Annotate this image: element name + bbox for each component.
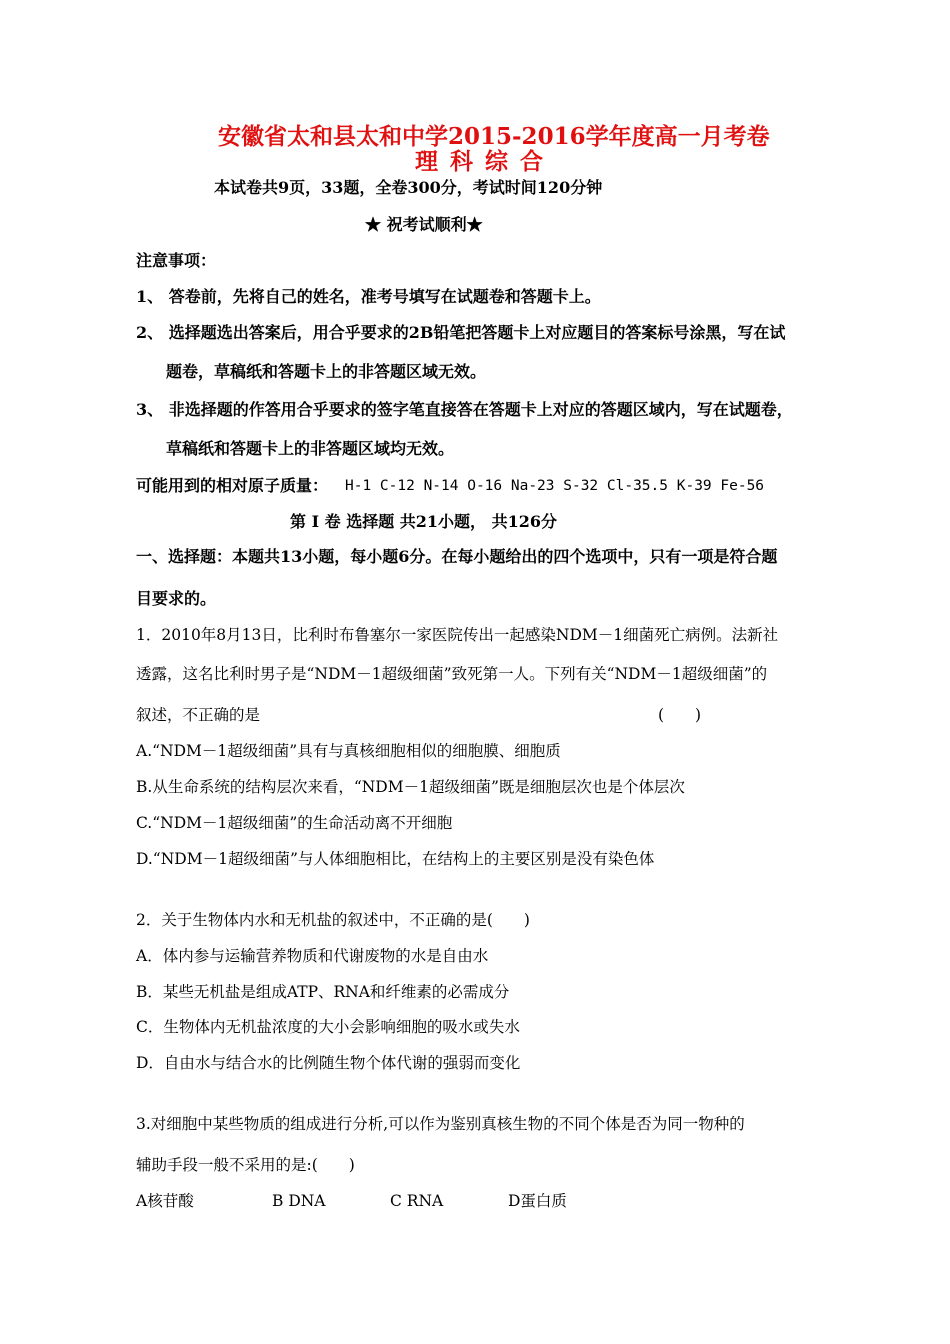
q2-option-b: B．某些无机盐是组成ATP、RNA和纤维素的必需成分 bbox=[136, 983, 510, 1001]
q3-option-a: A核苷酸 bbox=[136, 1192, 194, 1210]
q2-option-a: A．体内参与运输营养物质和代谢废物的水是自由水 bbox=[136, 947, 489, 965]
q1-option-a: A.“NDM－1超级细菌”具有与真核细胞相似的细胞膜、细胞质 bbox=[136, 742, 561, 760]
blessing: ★ 祝考试顺利★ bbox=[365, 215, 483, 234]
notice-item-3-cont: 草稿纸和答题卡上的非答题区域均无效。 bbox=[166, 439, 455, 458]
q3-option-d: D蛋白质 bbox=[508, 1192, 567, 1210]
notice-item-2-cont: 题卷，草稿纸和答题卡上的非答题区域无效。 bbox=[166, 362, 487, 381]
notice-item-3: 3、 非选择题的作答用合乎要求的签字笔直接答在答题卡上对应的答题区域内，写在试题卷， bbox=[136, 400, 793, 419]
q3-stem-line1: 3.对细胞中某些物质的组成进行分析,可以作为鉴别真核生物的不同个体是否为同一物种的 bbox=[136, 1115, 745, 1133]
exam-info: 本试卷共9页，33题，全卷300分，考试时间120分钟 bbox=[214, 178, 603, 197]
notice-heading: 注意事项： bbox=[136, 251, 217, 270]
exam-title: 安徽省太和县太和中学2015-2016学年度高一月考卷 bbox=[218, 123, 770, 150]
q3-option-c: C RNA bbox=[390, 1192, 444, 1210]
q1-stem-line2: 透露，这名比利时男子是“NDM－1超级细菌”致死第一人。下列有关“NDM－1超级细菌”的 bbox=[136, 665, 768, 683]
q1-option-b: B.从生命系统的结构层次来看，“NDM－1超级细菌”既是细胞层次也是个体层次 bbox=[136, 778, 685, 796]
section1-instructions: 一、选择题：本题共13小题，每小题6分。在每小题给出的四个选项中，只有一项是符合题 bbox=[136, 547, 778, 566]
q2-option-c: C．生物体内无机盐浓度的大小会影响细胞的吸水或失水 bbox=[136, 1018, 520, 1036]
notice-item-1: 1、 答卷前，先将自己的姓名，准考号填写在试题卷和答题卡上。 bbox=[136, 287, 601, 306]
q1-option-c: C.“NDM－1超级细菌”的生命活动离不开细胞 bbox=[136, 814, 453, 832]
atomic-mass-label: 可能用到的相对原子质量： bbox=[136, 476, 329, 495]
notice-item-2: 2、 选择题选出答案后，用合乎要求的2B铅笔把答题卡上对应题目的答案标号涂黑，写在试 bbox=[136, 323, 786, 342]
section1-instructions-cont: 目要求的。 bbox=[136, 589, 217, 608]
q2-stem: 2．关于生物体内水和无机盐的叙述中，不正确的是( ) bbox=[136, 911, 530, 929]
exam-subtitle: 理 科 综 合 bbox=[415, 148, 546, 175]
q3-option-b: B DNA bbox=[272, 1192, 326, 1210]
q2-option-d: D．自由水与结合水的比例随生物个体代谢的强弱而变化 bbox=[136, 1054, 521, 1072]
q3-stem-line2: 辅助手段一般不采用的是:( ) bbox=[136, 1156, 355, 1174]
atomic-mass-values: H-1 C-12 N-14 O-16 Na-23 S-32 Cl-35.5 K-39 Fe-56 bbox=[345, 478, 765, 494]
q1-stem-line3: 叙述，不正确的是 bbox=[136, 706, 261, 724]
part1-heading: 第 Ⅰ 卷 选择题 共21小题， 共126分 bbox=[290, 512, 558, 531]
q1-answer-bracket: ( ) bbox=[658, 706, 702, 724]
q1-option-d: D.“NDM－1超级细菌”与人体细胞相比，在结构上的主要区别是没有染色体 bbox=[136, 850, 655, 868]
q1-stem-line1: 1．2010年8月13日，比利时布鲁塞尔一家医院传出一起感染NDM－1细菌死亡病例。法新社 bbox=[136, 626, 779, 644]
